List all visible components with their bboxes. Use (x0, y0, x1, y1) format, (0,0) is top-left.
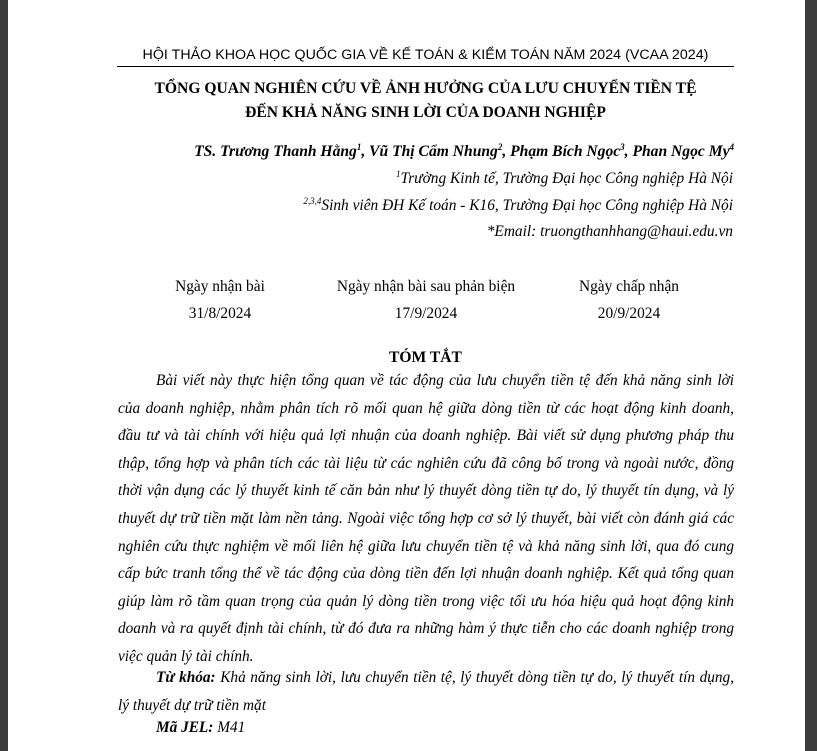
keywords-label: Từ khóa: (156, 669, 216, 686)
received-label: Ngày nhận bài (175, 278, 265, 295)
author-sup: 1 (356, 142, 362, 152)
conference-header: HỘI THẢO KHOA HỌC QUỐC GIA VỀ KẾ TOÁN & KIỂM TOÁN NĂM 2024 (VCAA 2024) (142, 47, 709, 63)
accepted-value: 20/9/2024 (597, 305, 661, 322)
abstract-heading: TÓM TẮT (389, 349, 462, 366)
author-sup: 2 (497, 142, 503, 152)
affiliation-text: Sinh viên ĐH Kế toán - K16, Trường Đại học Công nghiệp Hà Nội (321, 197, 733, 215)
keywords-text: Khả năng sinh lời, lưu chuyển tiền tệ, lý thuyết dòng tiền tự do, lý thuyết tín dụng, (215, 669, 734, 686)
header-divider (117, 66, 734, 67)
abstract-line: thập, tổng hợp và phân tích các tài liệu từ các nghiên cứu đã công bố trong và ngoài nước, đồng (118, 454, 734, 472)
abstract-line: nghiên cứu thực nghiệm về mối liên hệ giữa lưu chuyển tiền tệ và khả năng sinh lời, qua đó cung (118, 537, 734, 555)
accepted-label: Ngày chấp nhận (578, 278, 679, 295)
affiliation-sup: 1 (395, 169, 401, 179)
affiliation-sup: 2,3,4 (303, 196, 322, 206)
keywords (118, 664, 734, 719)
revised-value: 17/9/2024 (394, 305, 458, 322)
abstract-body (118, 367, 734, 671)
abstract-line: Bài viết này thực hiện tổng quan về tác động của lưu chuyển tiền tệ đến khả năng sinh lời (156, 372, 734, 389)
affiliation-text: Trường Kinh tế, Trường Đại học Công nghiệp Hà Nội (400, 170, 733, 188)
received-value: 31/8/2024 (188, 305, 252, 322)
abstract-line: đầu tư và tài chính với hiệu quả lợi nhuận của doanh nghiệp. Bài viết sử dụng phương pháp thu (118, 427, 734, 445)
abstract-line: cấp bức tranh tổng thể về tác động của dòng tiền đến lợi nhuận doanh nghiệp. Kết quả tổng quan (118, 565, 734, 583)
author-name: Vũ Thị Cẩm Nhung (369, 143, 498, 161)
abstract-line: của doanh nghiệp, nhằm phân tích rõ mối quan hệ giữa dòng tiền từ các hoạt động kinh doanh, (118, 399, 734, 417)
author-list: TS. Trương Thanh Hằng$^1$, Vũ Thị Cẩm Nhung$^2$, Phạm Bích Ngọc$^3$, Phan Ngọc My$^4$ (194, 142, 734, 161)
abstract-line: việc quản lý tài chính. (118, 647, 254, 665)
paper-title-line-1: TỔNG QUAN NGHIÊN CỨU VỀ ẢNH HƯỞNG CỦA LƯU CHUYỂN TIỀN TỆ (154, 80, 697, 97)
accepted-date (559, 278, 699, 323)
author-sup: 4 (729, 142, 734, 152)
author-sup: 3 (620, 142, 625, 152)
jel-label: Mã JEL: (156, 719, 214, 736)
received-date (150, 278, 290, 323)
paper-title-line-2: ĐẾN KHẢ NĂNG SINH LỜI CỦA DOANH NGHIỆP (245, 104, 606, 121)
author-name: Phạm Bích Ngọc (510, 143, 621, 161)
abstract-line: doanh và ra quyết định tài chính, từ đó đưa ra những hàm ý thực tiễn cho các doanh nghiệp trong (118, 620, 734, 638)
jel-code (156, 719, 245, 737)
revised-date (316, 278, 536, 323)
author-name: TS. Trương Thanh Hằng (194, 143, 357, 161)
document-page (8, 0, 805, 751)
revised-label: Ngày nhận bài sau phản biện (336, 278, 516, 295)
affiliation-2 (303, 196, 733, 215)
affiliation-1 (396, 169, 733, 188)
contact-email: *Email: truongthanhhang@haui.edu.vn (486, 223, 733, 240)
keywords-line (118, 664, 734, 692)
abstract-line: giúp làm rõ tầm quan trọng của quản lý dòng tiền trong việc tối ưu hóa hiệu quả hoạt động kinh (118, 592, 734, 610)
author-name: Phan Ngọc My (632, 143, 730, 161)
abstract-line: thời vận dụng các lý thuyết kinh tế căn bản như lý thuyết dòng tiền tự do, lý thuyết tín dụng, và lý (118, 482, 734, 500)
keywords-line: lý thuyết dự trữ tiền mặt (118, 696, 266, 714)
jel-value: M41 (213, 719, 246, 736)
abstract-line: thuyết dự trữ tiền mặt làm nền tảng. Ngoài việc tổng hợp cơ sở lý thuyết, bài viết còn đánh giá các (118, 509, 734, 527)
